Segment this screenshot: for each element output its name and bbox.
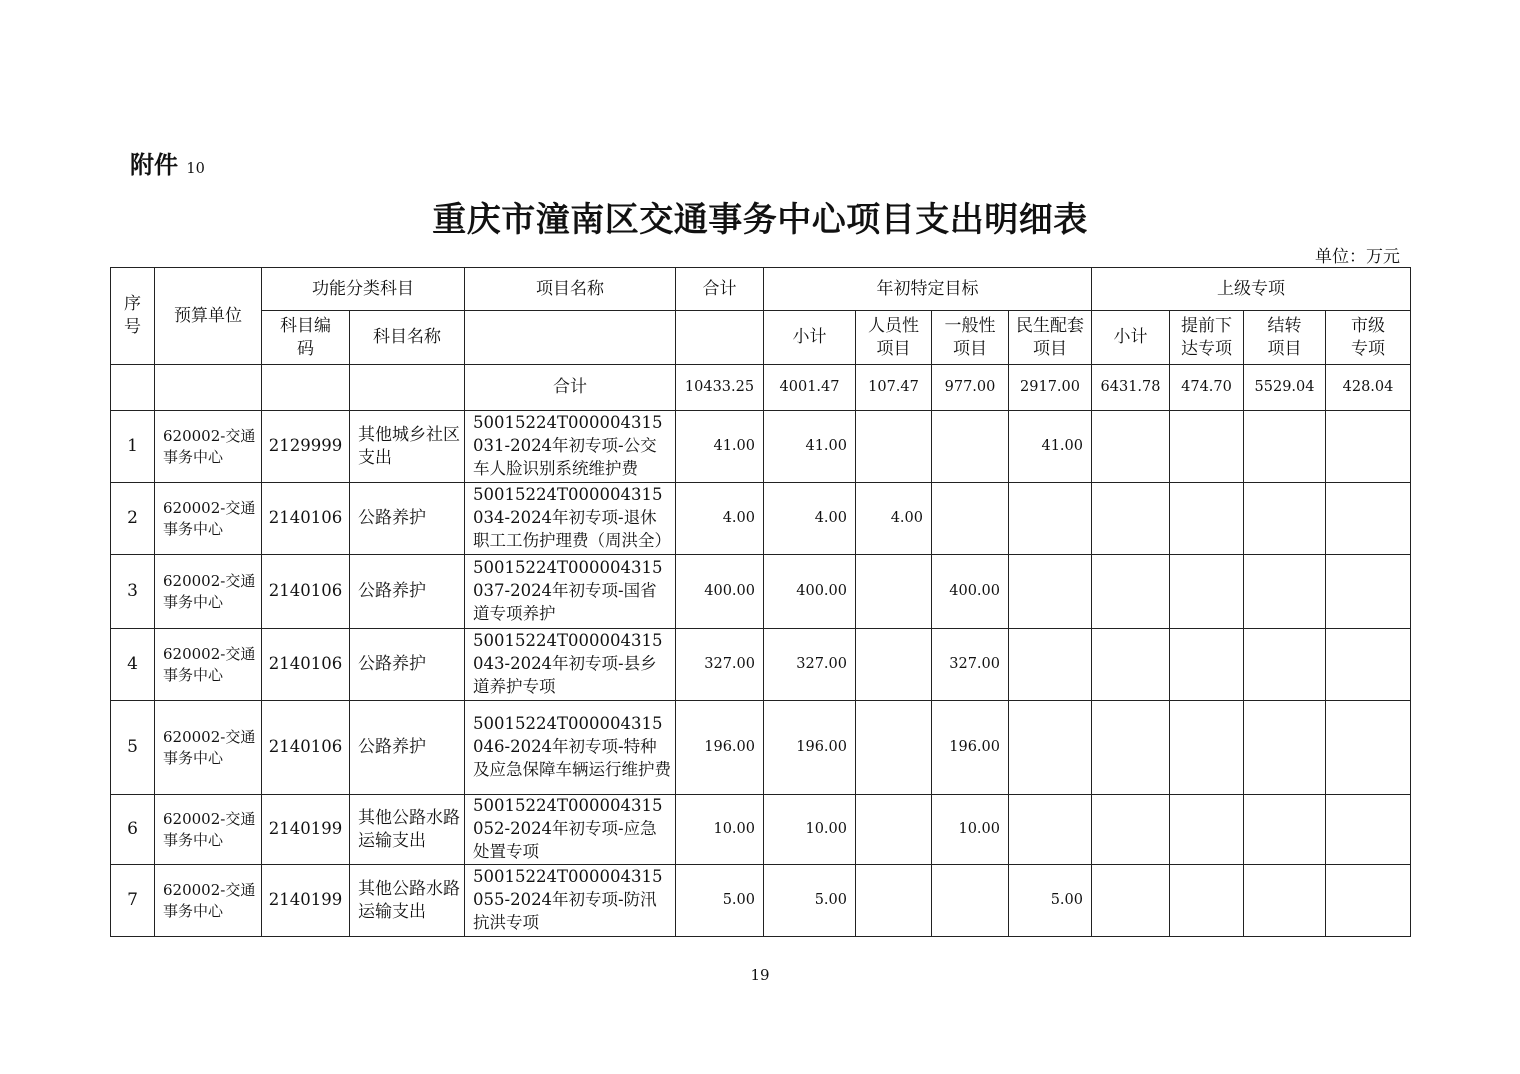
cell-u-subtotal <box>1092 411 1170 483</box>
cell-t-subtotal: 4.00 <box>764 483 856 555</box>
cell-u-subtotal <box>1092 483 1170 555</box>
data-rows <box>111 411 1411 937</box>
cell-unit: 620002-交通事务中心 <box>155 865 262 937</box>
attachment-text: 附件 <box>130 151 178 179</box>
cell-project: 50015224T000004315031-2024年初专项-公交车人脸识别系统维护费 <box>465 411 676 483</box>
cell-t-general: 400.00 <box>932 555 1009 629</box>
cell-t-subtotal: 327.00 <box>764 629 856 701</box>
cell-u-subtotal <box>1092 555 1170 629</box>
cell-u-advance <box>1170 411 1244 483</box>
header-subj-code: 科目编码 <box>262 311 350 365</box>
cell-unit: 620002-交通事务中心 <box>155 701 262 795</box>
cell-project: 50015224T000004315055-2024年初专项-防汛抗洪专项 <box>465 865 676 937</box>
cell-u-subtotal <box>1092 865 1170 937</box>
cell-total: 5.00 <box>676 865 764 937</box>
cell-seq: 4 <box>111 629 155 701</box>
cell-unit: 620002-交通事务中心 <box>155 795 262 865</box>
cell-project: 50015224T000004315052-2024年初专项-应急处置专项 <box>465 795 676 865</box>
attachment-label <box>130 145 213 180</box>
page-number: 19 <box>750 966 770 984</box>
cell-unit: 620002-交通事务中心 <box>155 555 262 629</box>
cell-subject: 公路养护 <box>350 555 465 629</box>
total-row <box>111 365 1411 411</box>
cell-t-subtotal: 5.00 <box>764 865 856 937</box>
cell-total: 196.00 <box>676 701 764 795</box>
header-upper-group: 上级专项 <box>1092 268 1411 311</box>
header-u-carryover: 结转项目 <box>1244 311 1326 365</box>
total-u-subtotal: 6431.78 <box>1092 365 1170 411</box>
cell-u-city <box>1326 555 1411 629</box>
cell-u-advance <box>1170 555 1244 629</box>
cell-t-personnel <box>856 629 932 701</box>
total-label: 合计 <box>465 365 676 411</box>
cell-subject: 公路养护 <box>350 483 465 555</box>
header-func-group: 功能分类科目 <box>262 268 465 311</box>
cell-u-advance <box>1170 483 1244 555</box>
cell-seq: 5 <box>111 701 155 795</box>
cell-subject: 公路养护 <box>350 629 465 701</box>
cell-u-city <box>1326 701 1411 795</box>
total-t-livelihood: 2917.00 <box>1009 365 1092 411</box>
cell-u-advance <box>1170 795 1244 865</box>
cell-u-city <box>1326 629 1411 701</box>
cell-seq: 6 <box>111 795 155 865</box>
cell-seq: 7 <box>111 865 155 937</box>
total-u-carryover: 5529.04 <box>1244 365 1326 411</box>
table-row <box>111 865 1411 937</box>
cell-subject: 其他公路水路运输支出 <box>350 795 465 865</box>
cell-u-carryover <box>1244 701 1326 795</box>
cell-total: 4.00 <box>676 483 764 555</box>
cell-seq: 2 <box>111 483 155 555</box>
cell-project: 50015224T000004315037-2024年初专项-国省道专项养护 <box>465 555 676 629</box>
cell-t-general: 196.00 <box>932 701 1009 795</box>
cell-u-carryover <box>1244 555 1326 629</box>
cell-u-carryover <box>1244 483 1326 555</box>
total-t-personnel: 107.47 <box>856 365 932 411</box>
cell-code: 2140199 <box>262 865 350 937</box>
page-title: 重庆市潼南区交通事务中心项目支出明细表 <box>432 200 1088 240</box>
total-sum: 10433.25 <box>676 365 764 411</box>
unit-label: 单位：万元 <box>1315 247 1400 267</box>
header-total-blank <box>676 311 764 365</box>
cell-project: 50015224T000004315043-2024年初专项-县乡道养护专项 <box>465 629 676 701</box>
cell-t-subtotal: 41.00 <box>764 411 856 483</box>
cell-u-subtotal <box>1092 701 1170 795</box>
cell-t-subtotal: 196.00 <box>764 701 856 795</box>
cell-t-personnel <box>856 555 932 629</box>
cell-code: 2140106 <box>262 483 350 555</box>
cell-project: 50015224T000004315034-2024年初专项-退休职工工伤护理费（周洪全） <box>465 483 676 555</box>
header-project-blank <box>465 311 676 365</box>
attachment-number: 10 <box>186 161 205 177</box>
cell-t-personnel <box>856 701 932 795</box>
total-t-subtotal: 4001.47 <box>764 365 856 411</box>
cell-t-general <box>932 411 1009 483</box>
cell-u-city <box>1326 411 1411 483</box>
cell-t-livelihood: 41.00 <box>1009 411 1092 483</box>
header-u-advance: 提前下达专项 <box>1170 311 1244 365</box>
cell-unit: 620002-交通事务中心 <box>155 411 262 483</box>
header-t-personnel: 人员性项目 <box>856 311 932 365</box>
cell-t-general: 10.00 <box>932 795 1009 865</box>
header-seq: 序号 <box>111 268 155 365</box>
cell-code: 2140199 <box>262 795 350 865</box>
cell-seq: 1 <box>111 411 155 483</box>
cell-u-advance <box>1170 865 1244 937</box>
table-row <box>111 701 1411 795</box>
table-row <box>111 555 1411 629</box>
total-u-city: 428.04 <box>1326 365 1411 411</box>
cell-u-city <box>1326 865 1411 937</box>
header-t-subtotal: 小计 <box>764 311 856 365</box>
header-target-group: 年初特定目标 <box>764 268 1092 311</box>
cell-code: 2140106 <box>262 555 350 629</box>
cell-code: 2140106 <box>262 701 350 795</box>
cell-t-subtotal: 10.00 <box>764 795 856 865</box>
cell-t-livelihood <box>1009 555 1092 629</box>
cell-u-subtotal <box>1092 629 1170 701</box>
table-row <box>111 411 1411 483</box>
cell-seq: 3 <box>111 555 155 629</box>
cell-u-carryover <box>1244 795 1326 865</box>
total-u-advance: 474.70 <box>1170 365 1244 411</box>
cell-total: 10.00 <box>676 795 764 865</box>
cell-t-personnel <box>856 795 932 865</box>
header-t-general: 一般性项目 <box>932 311 1009 365</box>
cell-u-city <box>1326 795 1411 865</box>
cell-t-livelihood <box>1009 483 1092 555</box>
header-project: 项目名称 <box>465 268 676 311</box>
table-row <box>111 483 1411 555</box>
cell-code: 2129999 <box>262 411 350 483</box>
table-row <box>111 629 1411 701</box>
cell-t-general <box>932 483 1009 555</box>
cell-project: 50015224T000004315046-2024年初专项-特种及应急保障车辆运行维护费 <box>465 701 676 795</box>
cell-t-personnel: 4.00 <box>856 483 932 555</box>
cell-u-carryover <box>1244 865 1326 937</box>
header-u-subtotal: 小计 <box>1092 311 1170 365</box>
header-unit: 预算单位 <box>155 268 262 365</box>
cell-total: 41.00 <box>676 411 764 483</box>
cell-u-carryover <box>1244 629 1326 701</box>
cell-code: 2140106 <box>262 629 350 701</box>
cell-t-livelihood <box>1009 795 1092 865</box>
cell-t-general <box>932 865 1009 937</box>
cell-u-advance <box>1170 629 1244 701</box>
cell-unit: 620002-交通事务中心 <box>155 483 262 555</box>
cell-subject: 其他公路水路运输支出 <box>350 865 465 937</box>
total-t-general: 977.00 <box>932 365 1009 411</box>
cell-subject: 公路养护 <box>350 701 465 795</box>
header-t-livelihood: 民生配套项目 <box>1009 311 1092 365</box>
cell-t-livelihood <box>1009 701 1092 795</box>
cell-t-personnel <box>856 865 932 937</box>
cell-subject: 其他城乡社区支出 <box>350 411 465 483</box>
cell-t-general: 327.00 <box>932 629 1009 701</box>
cell-total: 400.00 <box>676 555 764 629</box>
cell-total: 327.00 <box>676 629 764 701</box>
cell-unit: 620002-交通事务中心 <box>155 629 262 701</box>
cell-u-carryover <box>1244 411 1326 483</box>
header-u-city: 市级专项 <box>1326 311 1411 365</box>
header-subj-name: 科目名称 <box>350 311 465 365</box>
cell-u-city <box>1326 483 1411 555</box>
expenditure-table <box>110 267 1411 937</box>
cell-u-advance <box>1170 701 1244 795</box>
cell-t-subtotal: 400.00 <box>764 555 856 629</box>
cell-t-livelihood: 5.00 <box>1009 865 1092 937</box>
table-row <box>111 795 1411 865</box>
cell-u-subtotal <box>1092 795 1170 865</box>
cell-t-personnel <box>856 411 932 483</box>
header-total: 合计 <box>676 268 764 311</box>
cell-t-livelihood <box>1009 629 1092 701</box>
